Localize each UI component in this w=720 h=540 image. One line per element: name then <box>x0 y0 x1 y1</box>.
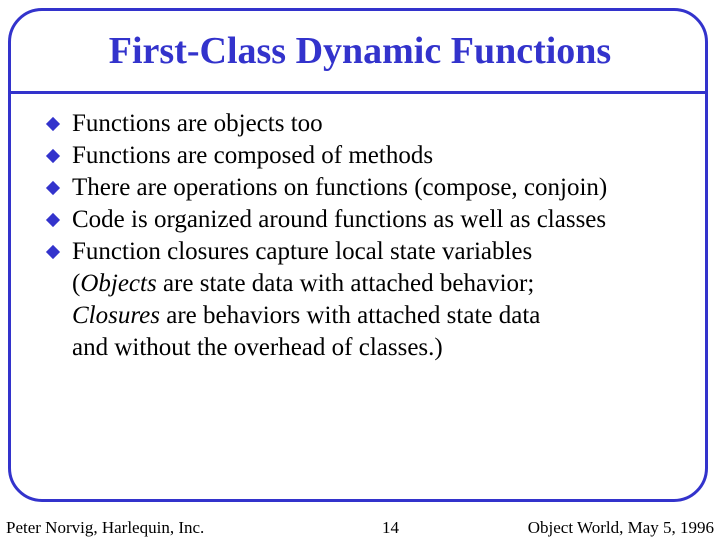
note-closures-term: Closures <box>72 302 160 329</box>
bullet-item <box>48 236 698 364</box>
bullet-list <box>48 108 698 364</box>
note-paren: ( <box>72 270 81 297</box>
closure-note-line-3: and without the overhead of classes.) <box>72 334 443 361</box>
diamond-bullet-icon <box>46 117 60 131</box>
bullet-text: There are operations on functions (compose, conjoin) <box>72 174 608 201</box>
bullet-item <box>48 108 698 140</box>
bullet-item <box>48 204 698 236</box>
bullet-text: Function closures capture local state variables <box>72 238 533 265</box>
bullet-item <box>48 140 698 172</box>
diamond-bullet-icon <box>46 181 60 195</box>
diamond-bullet-icon <box>46 213 60 227</box>
footer-event: Object World, May 5, 1996 <box>527 518 714 537</box>
bullet-item <box>48 172 698 204</box>
bullet-text: Functions are composed of methods <box>72 142 434 169</box>
footer-page-number: 14 <box>382 518 399 537</box>
note-text: are behaviors with attached state data <box>159 302 541 329</box>
footer-author: Peter Norvig, Harlequin, Inc. <box>6 518 205 537</box>
closure-note-line-2 <box>72 300 698 332</box>
bullet-text: Code is organized around functions as well as classes <box>72 206 607 233</box>
slide-title: First-Class Dynamic Functions <box>108 30 612 72</box>
closure-note-line-1 <box>72 268 698 300</box>
note-objects-term: Objects <box>80 270 157 297</box>
bullet-text: Functions are objects too <box>72 110 323 137</box>
note-text: are state data with attached behavior; <box>156 270 535 297</box>
diamond-bullet-icon <box>46 245 60 259</box>
diamond-bullet-icon <box>46 149 60 163</box>
title-divider <box>11 91 705 94</box>
